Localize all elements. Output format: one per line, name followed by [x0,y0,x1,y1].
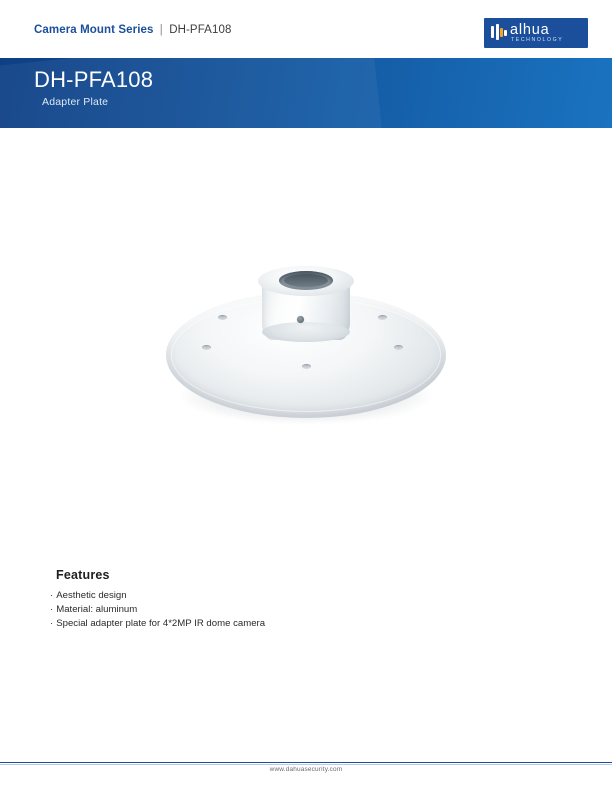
list-item [50,589,570,603]
plate-collar-base [262,322,350,342]
logo-tagline: TECHNOLOGY [511,37,564,43]
mounting-hole [394,345,403,350]
breadcrumb [34,24,231,36]
dahua-logo[interactable] [484,18,588,48]
center-bore-inner [284,274,328,287]
mounting-hole [202,345,211,350]
list-item [50,617,570,631]
feature-text: Special adapter plate for 4*2MP IR dome camera [56,618,266,629]
features-heading: Features [56,568,110,582]
page-header [0,0,612,58]
bullet-icon: · [50,618,54,629]
logo-wordmark: alhua [510,22,550,38]
adapter-plate-product-image [166,260,446,440]
bullet-icon: · [50,590,54,601]
breadcrumb-model: DH-PFA108 [169,24,232,36]
breadcrumb-series[interactable]: Camera Mount Series [34,24,154,36]
page-subtitle: Adapter Plate [42,96,109,108]
product-image-area [0,150,612,550]
mounting-hole [302,364,311,369]
set-screw [297,316,304,323]
dahua-logo-icon [491,24,507,40]
footer-url[interactable]: www.dahuasecurity.com [269,766,343,773]
feature-text: Aesthetic design [56,590,127,601]
mounting-hole [218,315,227,320]
bullet-icon: · [50,604,54,615]
breadcrumb-separator: | [159,24,163,36]
list-item [50,603,570,617]
feature-text: Material: aluminum [56,604,138,615]
page-title: DH-PFA108 [34,67,154,92]
features-section [50,568,570,631]
product-banner [0,58,612,128]
footer-divider-secondary [0,764,612,765]
mounting-hole [378,315,387,320]
